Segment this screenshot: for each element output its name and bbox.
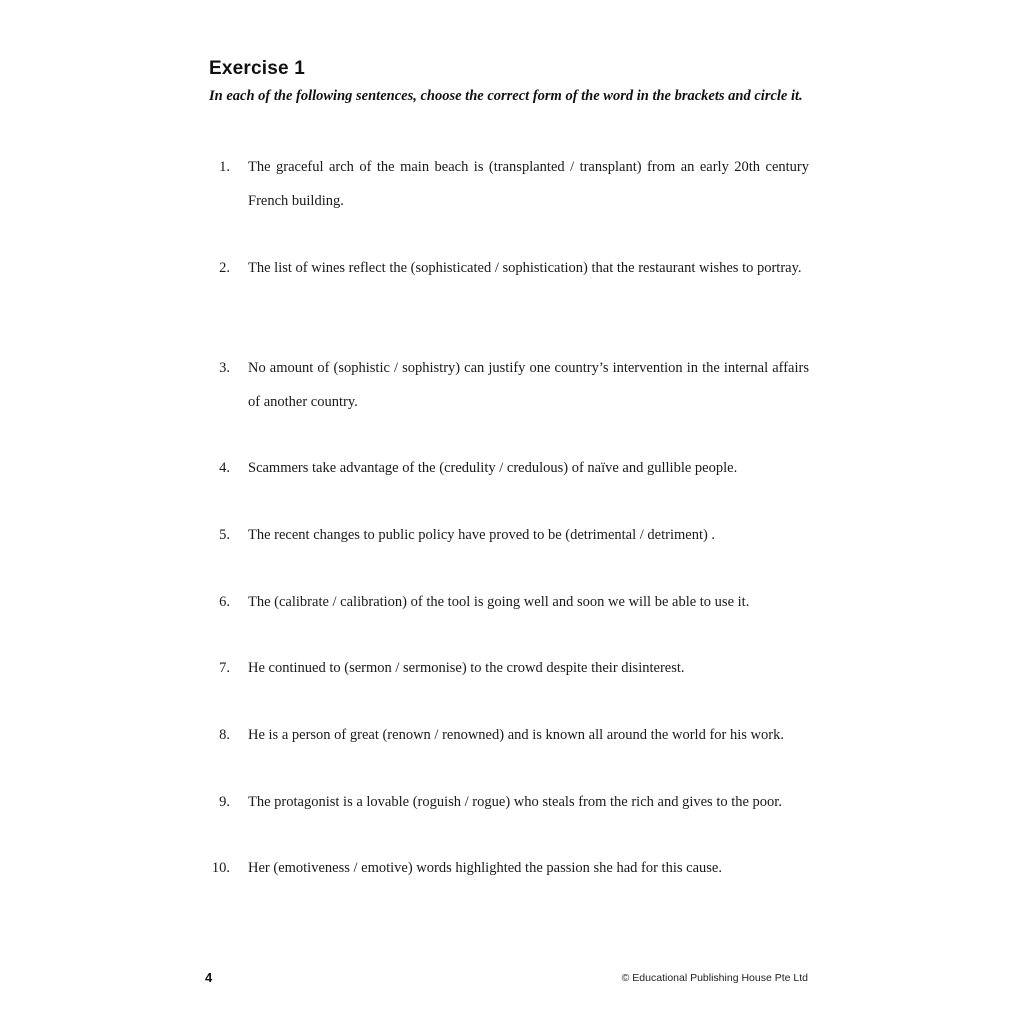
- question-number: 9.: [219, 794, 230, 810]
- question-number: 10.: [211, 860, 230, 876]
- question-text: He continued to (sermon / sermonise) to the crowd despite their disinterest.: [248, 660, 685, 676]
- question-number: 2.: [219, 260, 230, 276]
- question-text: He is a person of great (renown / renowned) and is known all around the world for his work.: [248, 727, 784, 743]
- question-text: No amount of (sophistic / sophistry) can justify one country’s intervention in the internal affairs of another country.: [248, 360, 809, 410]
- question-number: 7.: [219, 660, 230, 676]
- exercise-instructions: In each of the following sentences, choose the correct form of the word in the brackets and circle it.: [209, 88, 803, 104]
- question-number: 3.: [219, 360, 230, 376]
- question-text: The recent changes to public policy have proved to be (detrimental / detriment) .: [248, 527, 716, 543]
- question-number: 1.: [219, 159, 230, 175]
- exercise-title: Exercise 1: [209, 58, 306, 79]
- page-number: 4: [205, 970, 213, 985]
- question-number: 4.: [219, 460, 230, 476]
- question-number: 8.: [219, 727, 230, 743]
- question-text: The (calibrate / calibration) of the tool is going well and soon we will be able to use it.: [248, 594, 750, 610]
- question-text: Her (emotiveness / emotive) words highlighted the passion she had for this cause.: [248, 860, 722, 876]
- question-text: Scammers take advantage of the (credulity / credulous) of naïve and gullible people.: [248, 460, 738, 476]
- question-number: 6.: [219, 594, 230, 610]
- question-text: The protagonist is a lovable (roguish / rogue) who steals from the rich and gives to the poor.: [248, 794, 782, 810]
- copyright-notice: © Educational Publishing House Pte Ltd: [621, 972, 808, 984]
- question-number: 5.: [219, 527, 230, 543]
- question-text: The graceful arch of the main beach is (transplanted / transplant) from an early 20th century French building.: [248, 159, 809, 209]
- question-text: The list of wines reflect the (sophisticated / sophistication) that the restaurant wishes to portray.: [248, 260, 802, 276]
